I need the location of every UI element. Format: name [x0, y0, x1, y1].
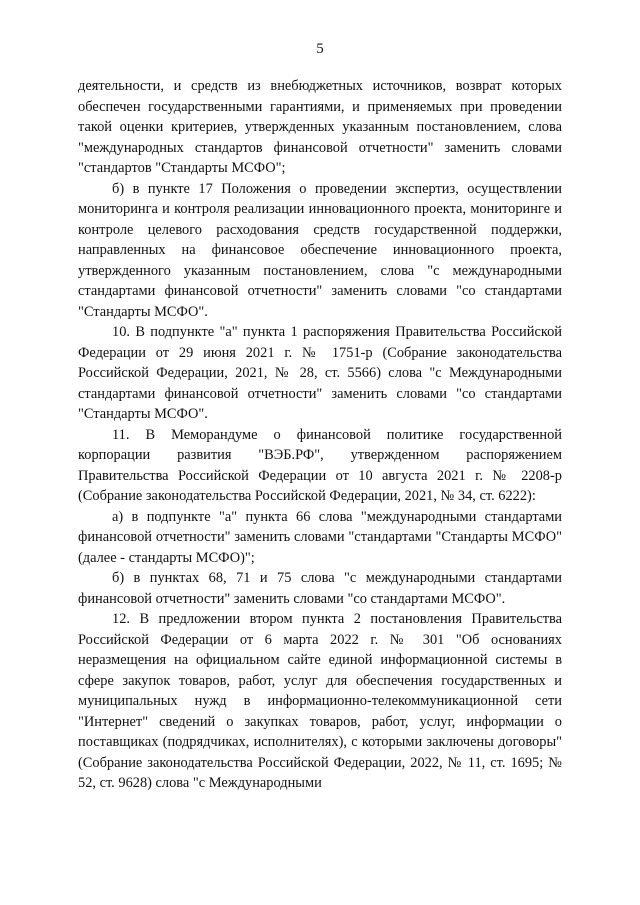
paragraph-item-12: 12. В предложении втором пункта 2 постановления Правительства Российской Федерации от 6 марта 2022 г. № 301 "Об основаниях неразмещения на официальном сайте единой информационной системы в сфере закупок товаров, работ, услуг для обеспечения государственных и муниципальных нужд в информационно-телекоммуникационной сети "Интернет" сведений о закупках товаров, работ, услуг, информации о поставщиках (подрядчиках, исполнителях), с которыми заключены договоры" (Собрание законодательства Российской Федерации, 2022, № 11, ст. 1695; № 52, ст. 9628) слова "с Международными	[78, 611, 562, 791]
paragraph-item-11: 11. В Меморандуме о финансовой политике государственной корпорации развития "ВЭБ.РФ", утвержденном распоряжением Правительства Российской Федерации от 10 августа 2021 г. № 2208-р (Собрание законодательства Российской Федерации, 2021, № 34, ст. 6222):	[78, 426, 562, 504]
paragraph-item-10: 10. В подпункте "а" пункта 1 распоряжения Правительства Российской Федерации от 29 июня 2021 г. № 1751-р (Собрание законодательства Российской Федерации, 2021, № 28, ст. 5566) слова "с Международными стандартами финансовой отчетности" заменить словами "со стандартами "Стандарты МСФО".	[78, 324, 562, 422]
document-body	[78, 76, 562, 794]
paragraph-continuation: деятельности, и средств из внебюджетных источников, возврат которых обеспечен государственными гарантиями, и применяемых при проведении такой оценки критериев, утвержденных указанным постановлением, слова "международных стандартов финансовой отчетности" заменить словами "стандартов "Стандарты МСФО";	[78, 78, 562, 176]
page-number: 5	[316, 41, 324, 57]
paragraph-subitem-b-point-17: б) в пункте 17 Положения о проведении экспертиз, осуществлении мониторинга и контроля реализации инновационного проекта, мониторинге и контроле целевого расходования средств государственной поддержки, направленных на финансовое обеспечение инновационного проекта, утвержденного указанным постановлением, слова "с международными стандартами финансовой отчетности" заменить словами "со стандартами "Стандарты МСФО".	[78, 180, 562, 320]
paragraph-subitem-a-point-66: а) в подпункте "а" пункта 66 слова "международными стандартами финансовой отчетности" заменить словами "стандартами "Стандарты МСФО" (далее - стандарты МСФО)";	[78, 508, 562, 566]
paragraph-subitem-b-points-68-71-75: б) в пунктах 68, 71 и 75 слова "с международными стандартами финансовой отчетности" заменить словами "со стандартами МСФО".	[78, 570, 562, 607]
